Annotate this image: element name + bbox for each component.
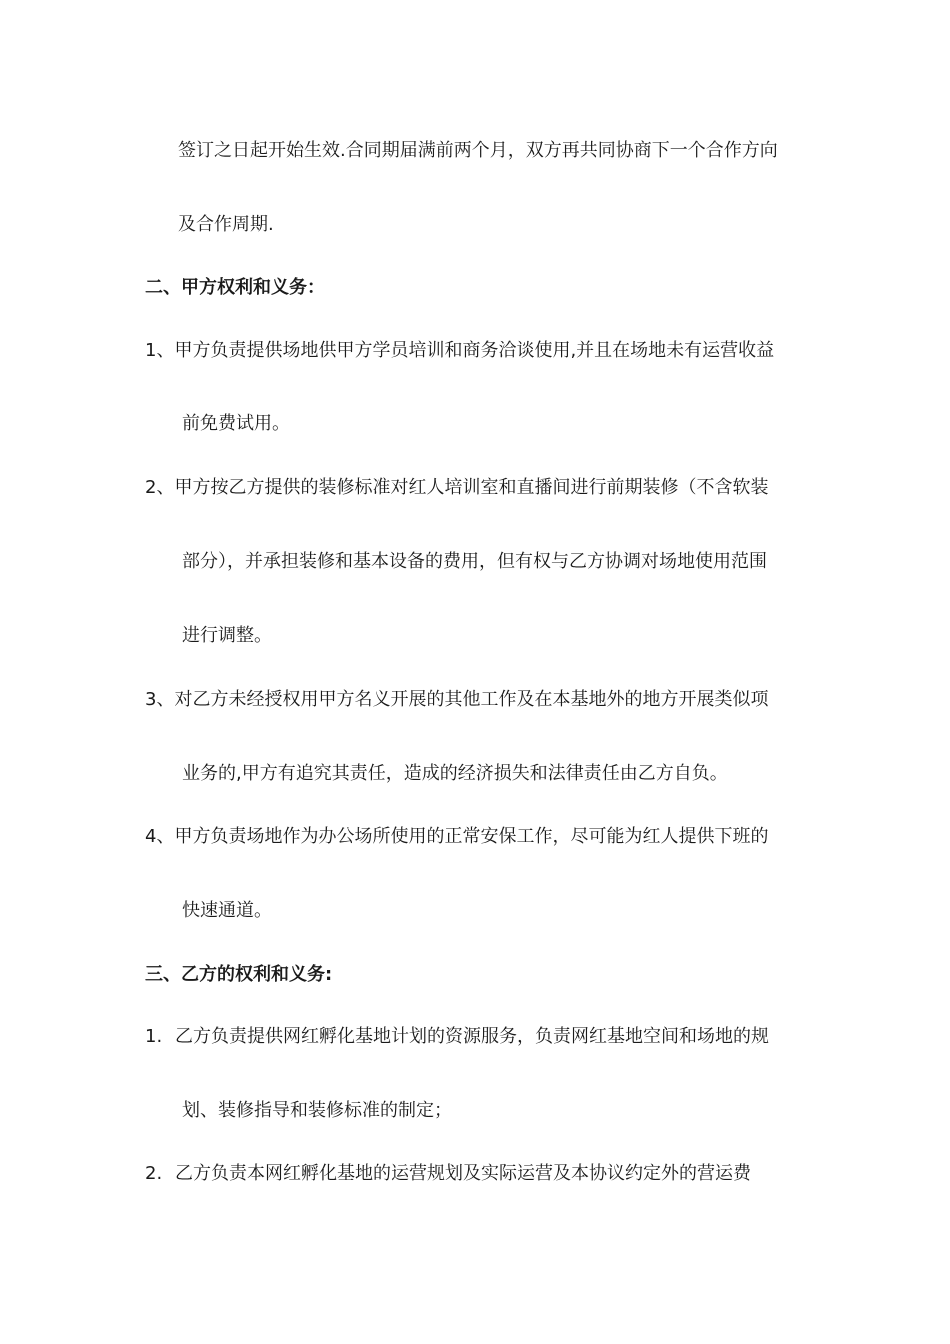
list-item-2: 2、甲方按乙方提供的装修标准对红人培训室和直播间进行前期装修（不含软装	[145, 477, 769, 498]
paragraph-line: 及合作周期.	[178, 214, 274, 235]
paragraph-line: 业务的,甲方有追究其责任，造成的经济损失和法律责任由乙方自负。	[182, 763, 728, 784]
paragraph-line: 快速通道。	[182, 900, 272, 921]
list-item-1: 1、甲方负责提供场地供甲方学员培训和商务洽谈使用,并且在场地未有运营收益	[145, 340, 775, 361]
list-item-4: 4、甲方负责场地作为办公场所使用的正常安保工作，尽可能为红人提供下班的	[145, 826, 769, 847]
list-item-text: 乙方负责本网红孵化基地的运营规划及实际运营及本协议约定外的营运费	[175, 1163, 751, 1184]
list-number: 2.	[145, 1163, 163, 1184]
numbered-item-1	[145, 1025, 769, 1049]
paragraph-line: 划、装修指导和装修标准的制定；	[182, 1100, 452, 1121]
section-heading-2: 二、甲方权利和义务：	[145, 277, 325, 298]
list-item-text: 乙方负责提供网红孵化基地计划的资源服务，负责网红基地空间和场地的规	[175, 1026, 769, 1047]
list-number: 1.	[145, 1026, 163, 1047]
paragraph-line: 部分），并承担装修和基本设备的费用，但有权与乙方协调对场地使用范围	[182, 551, 767, 572]
list-item-3: 3、对乙方未经授权用甲方名义开展的其他工作及在本基地外的地方开展类似项	[145, 689, 769, 710]
paragraph-line: 签订之日起开始生效.合同期届满前两个月，双方再共同协商下一个合作方向	[178, 140, 778, 161]
paragraph-line: 前免费试用。	[182, 413, 290, 434]
paragraph-line: 进行调整。	[182, 625, 272, 646]
numbered-item-2	[145, 1162, 751, 1186]
section-heading-3: 三、乙方的权利和义务:	[145, 964, 333, 985]
